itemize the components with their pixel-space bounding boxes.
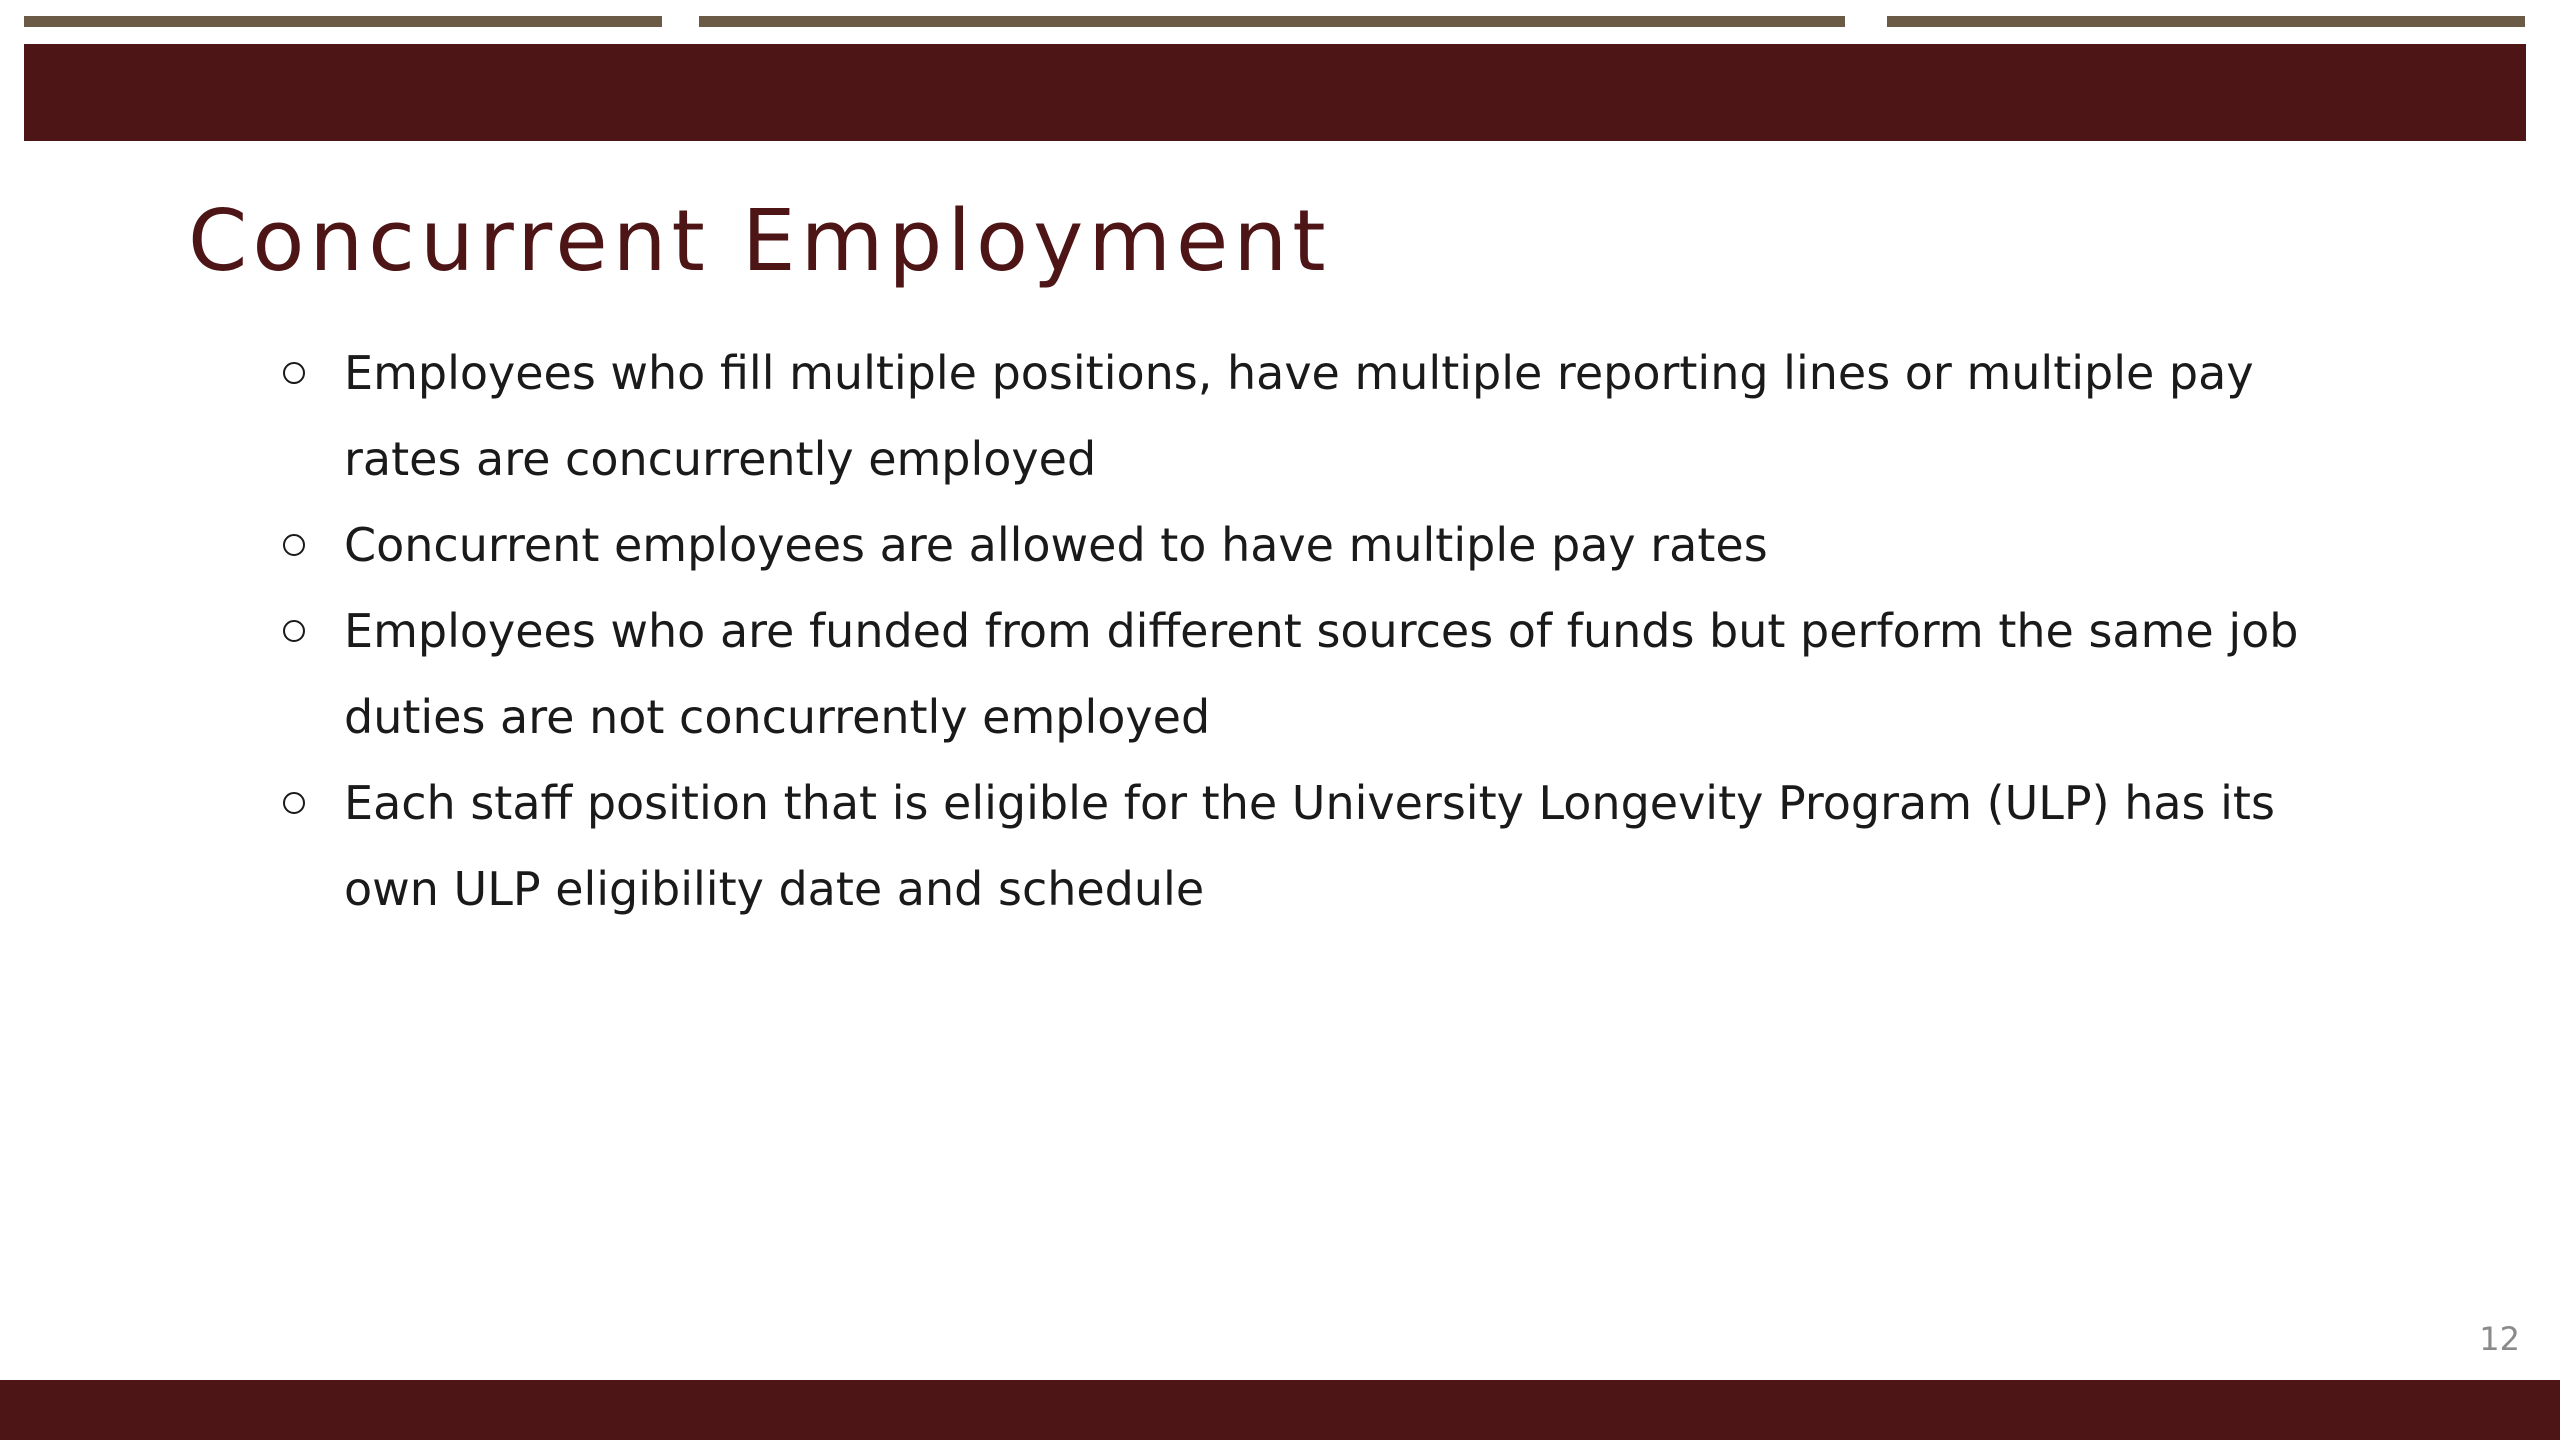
hollow-circle-bullet-icon bbox=[283, 620, 305, 642]
footer-band bbox=[0, 1380, 2560, 1440]
header-band bbox=[24, 44, 2526, 141]
hollow-circle-bullet-icon bbox=[283, 534, 305, 556]
decorative-rule-left bbox=[24, 16, 662, 27]
bullet-item bbox=[283, 330, 2383, 502]
hollow-circle-bullet-icon bbox=[283, 362, 305, 384]
bullet-text: Employees who are funded from different sources of funds but perform the same job duties are not concurrently employed bbox=[344, 604, 2299, 744]
bullet-text: Each staff position that is eligible for the University Longevity Program (ULP) has its own ULP eligibility date and schedule bbox=[344, 776, 2275, 916]
decorative-rule-center bbox=[699, 16, 1845, 27]
slide-number: 12 bbox=[2479, 1320, 2520, 1358]
bullet-item bbox=[283, 588, 2383, 760]
hollow-circle-bullet-icon bbox=[283, 792, 305, 814]
slide-title: Concurrent Employment bbox=[188, 192, 1331, 291]
bullet-item bbox=[283, 760, 2383, 932]
bullet-text: Employees who fill multiple positions, have multiple reporting lines or multiple pay rates are concurrently employed bbox=[344, 346, 2254, 486]
decorative-rule-right bbox=[1887, 16, 2525, 27]
bullet-item bbox=[283, 502, 2383, 588]
bullet-list bbox=[283, 330, 2383, 932]
bullet-text: Concurrent employees are allowed to have multiple pay rates bbox=[344, 518, 1768, 572]
